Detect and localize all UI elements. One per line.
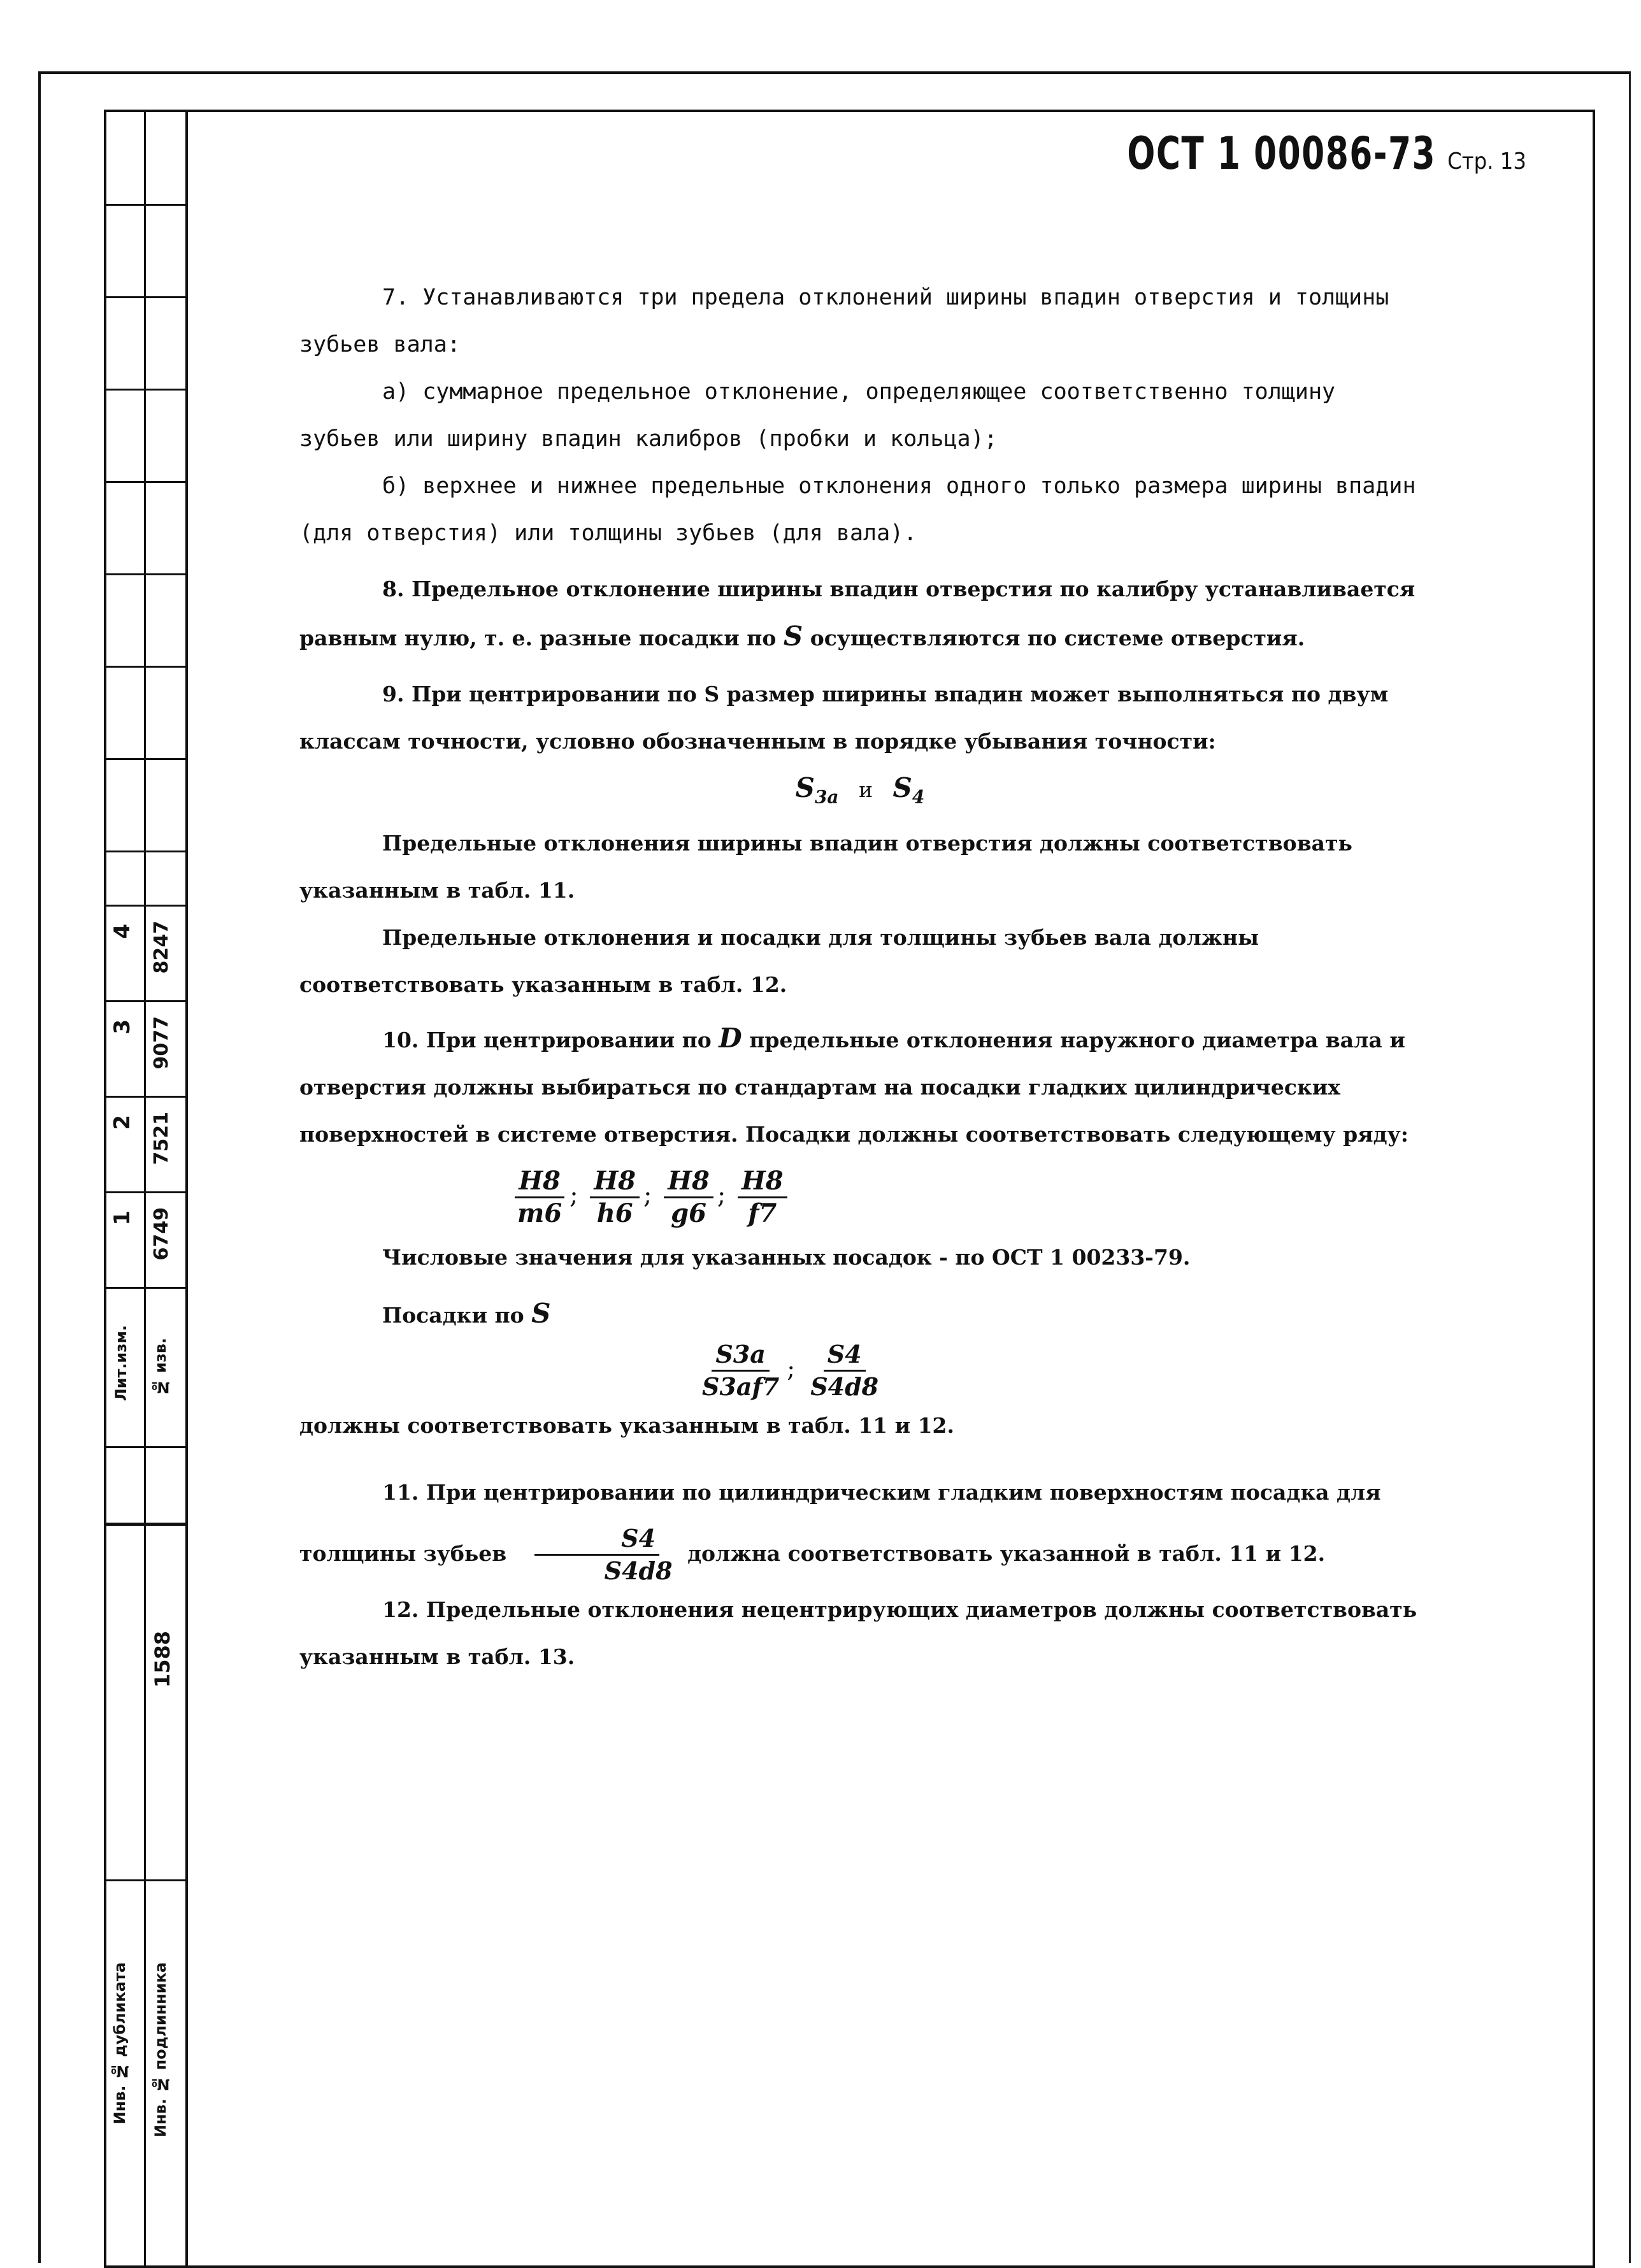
paragraph-10 <box>299 1015 1421 1158</box>
page-header <box>1059 127 1526 180</box>
paragraph-10-line2: Числовые значения для указанных посадок - по ОСТ 1 00233-79. <box>382 1244 1191 1270</box>
original-number: 1588 <box>150 1631 175 1688</box>
side-line <box>104 758 188 760</box>
paragraph-10-line3 <box>299 1290 1421 1339</box>
s-fit-2: $\frac{S4}{S4d8}$ <box>810 1339 879 1401</box>
section-9-10 <box>299 671 1421 1681</box>
side-line <box>104 1879 188 1881</box>
side-line <box>104 666 188 668</box>
side-line <box>104 481 188 483</box>
p11-text-1: 11. При центрировании по цилиндрическим гладким поверхностям посадка для толщины зубьев <box>299 1479 1381 1566</box>
side-line <box>104 573 188 575</box>
side-line <box>104 1191 188 1193</box>
rev-number-2: 7521 <box>150 1112 173 1165</box>
paragraph-7: 7. Устанавливаются три предела отклонений ширины впадин отверстия и толщины зубьев вала: <box>299 285 1389 357</box>
no-doc-label: № изв. <box>152 1338 169 1396</box>
formula-s3a: $S_{3a}$ <box>795 772 839 808</box>
rev-number-3: 9077 <box>150 1016 173 1070</box>
side-line <box>104 1096 188 1098</box>
rev-header-3: 3 <box>110 1019 135 1035</box>
side-line <box>104 905 188 907</box>
paragraph-8 <box>299 566 1421 662</box>
document-body <box>299 274 1421 1681</box>
paragraph-11 <box>299 1462 1421 1587</box>
p11-text-2: должна соответствовать указанной в табл. 11 и 12. <box>687 1540 1326 1566</box>
original-inventory-label: Инв. № подлинника <box>152 1962 169 2137</box>
fits-row: $\frac{H8}{m6}$ ; $\frac{H8}{h6}$ ; $\frac{H8}{g6}$ ; $\frac{H8}{f7}$ <box>510 1163 1421 1229</box>
side-line <box>104 850 188 852</box>
s-symbol-2: S <box>531 1297 551 1329</box>
rev-header-1: 1 <box>110 1210 135 1226</box>
side-line <box>104 389 188 391</box>
paragraph-9-line3: Предельные отклонения и посадки для толщины зубьев вала должны соответствовать указанным в табл. 12. <box>299 925 1259 998</box>
formula-s-classes <box>299 765 1421 820</box>
s-fit-1: $\frac{S3a}{S3af7}$ <box>702 1339 780 1401</box>
side-line <box>104 1523 188 1526</box>
paragraph-9: 9. При центрировании по S размер ширины впадин может выполняться по двум классам точности, условно обозначенным в порядке убывания точности: <box>299 682 1389 754</box>
p8-text-1: 8. Предельное отклонение ширины впадин отверстия по калибру устанавливается равным нулю, т. е. разные посадки по <box>299 577 1415 650</box>
p8-text-2: осуществляются по системе отверстия. <box>810 626 1305 650</box>
fit-4: $\frac{H8}{f7}$ <box>738 1166 787 1229</box>
side-line <box>104 1000 188 1002</box>
p10-text-2: предельные отклонения наружного диаметра вала и отверстия должны выбираться по стандартам на посадки гладких цилиндрических поверхностей в системе отверстия. Посадки должны соответствовать следующему ряду: <box>299 1028 1408 1147</box>
rev-number-4: 8247 <box>150 921 173 974</box>
side-stamp-column <box>104 110 188 2268</box>
fit-1: $\frac{H8}{m6}$ <box>513 1166 566 1229</box>
paragraph-10-line4: должны соответствовать указанным в табл. 11 и 12. <box>299 1412 954 1438</box>
paragraph-12: 12. Предельные отклонения нецентрирующих диаметров должны соответствовать указанным в табл. 13. <box>299 1597 1417 1670</box>
s-fits-row: $\frac{S3a}{S3af7}$ ; $\frac{S4}{S4d8}$ <box>694 1339 1421 1402</box>
rev-header-2: 2 <box>110 1115 135 1130</box>
paragraph-9-line2: Предельные отклонения ширины впадин отверстия должны соответствовать указанным в табл. 11. <box>299 831 1352 903</box>
paragraph-7b: б) верхнее и нижнее предельные отклонения одного только размера ширины впадин (для отверстия) или толщины зубьев (для вала). <box>299 473 1416 546</box>
side-column-divider <box>144 110 146 2268</box>
rev-number-1: 6749 <box>150 1207 173 1261</box>
p10-text-1: 10. При центрировании по <box>382 1028 712 1053</box>
fit-2: $\frac{H8}{h6}$ <box>590 1166 640 1229</box>
page-number: Стр. 13 <box>1447 148 1526 175</box>
p10-line3-text: Посадки по <box>382 1302 524 1328</box>
document-code: ОСТ 1 00086-73 <box>1127 127 1437 180</box>
p11-fraction: $\frac{S4}{S4d8}$ <box>518 1523 677 1586</box>
duplicate-inventory-label: Инв. № дубликата <box>111 1962 129 2125</box>
formula-s4: $S_4$ <box>892 772 925 808</box>
formula-and: и <box>859 777 873 802</box>
side-line <box>104 204 188 206</box>
side-line <box>104 296 188 298</box>
lit-izm-label: Лит.изм. <box>112 1325 130 1402</box>
fit-3: $\frac{H8}{g6}$ <box>664 1166 713 1229</box>
rev-header-4: 4 <box>110 924 135 939</box>
s-symbol: S <box>783 621 803 652</box>
side-line <box>104 1287 188 1289</box>
side-line <box>104 1446 188 1448</box>
paragraph-7a: а) суммарное предельное отклонение, определяющее соответственно толщину зубьев или ширину впадин калибров (пробки и кольца); <box>299 379 1336 452</box>
d-symbol: D <box>719 1023 742 1054</box>
